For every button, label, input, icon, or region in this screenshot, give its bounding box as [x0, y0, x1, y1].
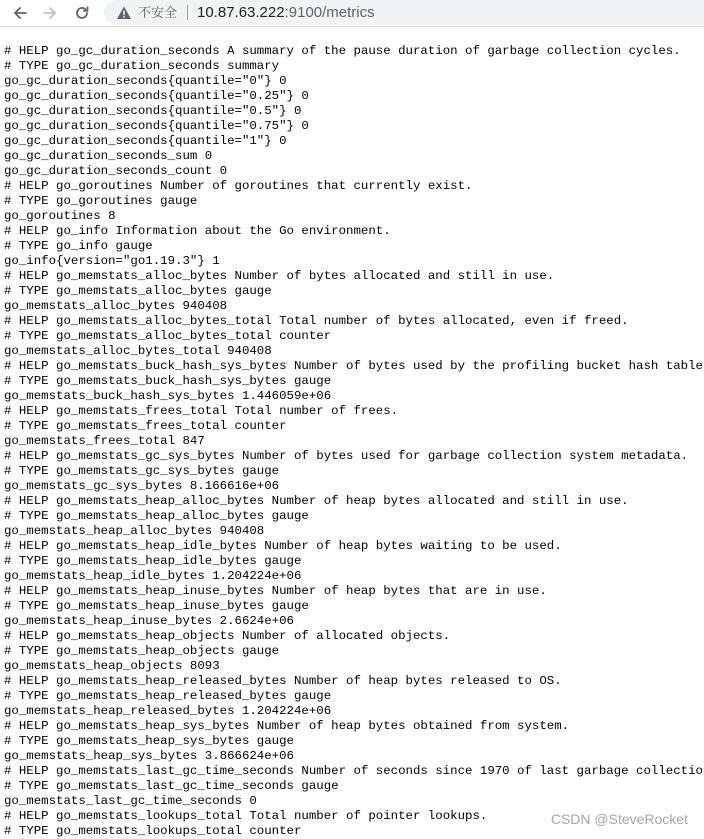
metric-line: go_gc_duration_seconds{quantile="0.75"} 0 — [4, 119, 704, 134]
reload-icon — [74, 5, 90, 21]
metric-line: # TYPE go_memstats_frees_total counter — [4, 419, 704, 434]
browser-toolbar — [0, 0, 704, 26]
metric-line: # HELP go_memstats_alloc_bytes Number of bytes allocated and still in use. — [4, 269, 704, 284]
metric-line: # HELP go_memstats_heap_sys_bytes Number of heap bytes obtained from system. — [4, 719, 704, 734]
forward-button[interactable] — [41, 4, 59, 22]
metric-line: # HELP go_gc_duration_seconds A summary of the pause duration of garbage collection cycles. — [4, 44, 704, 59]
watermark: CSDN @SteveRocket — [549, 811, 690, 827]
metric-line: # HELP go_memstats_frees_total Total number of frees. — [4, 404, 704, 419]
metric-line: go_gc_duration_seconds_sum 0 — [4, 149, 704, 164]
metric-line: # HELP go_memstats_alloc_bytes_total Total number of bytes allocated, even if freed. — [4, 314, 704, 329]
metric-line: # TYPE go_memstats_gc_sys_bytes gauge — [4, 464, 704, 479]
metric-line: go_gc_duration_seconds{quantile="1"} 0 — [4, 134, 704, 149]
metric-line: go_gc_duration_seconds_count 0 — [4, 164, 704, 179]
metric-line: # HELP go_memstats_heap_idle_bytes Number of heap bytes waiting to be used. — [4, 539, 704, 554]
url-path: :9100/metrics — [285, 4, 375, 21]
toolbar-divider — [0, 26, 704, 27]
metric-line: # TYPE go_memstats_heap_inuse_bytes gauge — [4, 599, 704, 614]
metric-line: # HELP go_goroutines Number of goroutines that currently exist. — [4, 179, 704, 194]
metric-line: go_gc_duration_seconds{quantile="0.5"} 0 — [4, 104, 704, 119]
metric-line: # TYPE go_memstats_heap_idle_bytes gauge — [4, 554, 704, 569]
metric-line: # HELP go_memstats_gc_sys_bytes Number of bytes used for garbage collection system metadata. — [4, 449, 704, 464]
address-bar[interactable] — [104, 0, 704, 25]
metric-line: # HELP go_memstats_heap_released_bytes Number of heap bytes released to OS. — [4, 674, 704, 689]
metric-line: go_memstats_frees_total 847 — [4, 434, 704, 449]
back-arrow-icon — [12, 5, 28, 21]
metric-line: # TYPE go_memstats_heap_sys_bytes gauge — [4, 734, 704, 749]
reload-button[interactable] — [73, 4, 91, 22]
metric-line: go_memstats_last_gc_time_seconds 0 — [4, 794, 704, 809]
metric-line: go_memstats_alloc_bytes_total 940408 — [4, 344, 704, 359]
metric-line: go_info{version="go1.19.3"} 1 — [4, 254, 704, 269]
metric-line: go_memstats_heap_sys_bytes 3.866624e+06 — [4, 749, 704, 764]
metric-line: # TYPE go_gc_duration_seconds summary — [4, 59, 704, 74]
forward-arrow-icon — [42, 5, 58, 21]
metric-line: go_gc_duration_seconds{quantile="0.25"} 0 — [4, 89, 704, 104]
metric-line: # HELP go_info Information about the Go environment. — [4, 224, 704, 239]
metric-line: # HELP go_memstats_lookups_total Total number of pointer lookups. — [4, 809, 704, 824]
metric-line: # TYPE go_memstats_last_gc_time_seconds gauge — [4, 779, 704, 794]
metrics-text — [4, 44, 704, 839]
metric-line: # HELP go_memstats_heap_inuse_bytes Number of heap bytes that are in use. — [4, 584, 704, 599]
metric-line: # TYPE go_memstats_alloc_bytes gauge — [4, 284, 704, 299]
url-host: 10.87.63.222 — [197, 4, 285, 21]
metric-line: go_goroutines 8 — [4, 209, 704, 224]
metric-line: go_memstats_heap_inuse_bytes 2.6624e+06 — [4, 614, 704, 629]
metric-line: # HELP go_memstats_buck_hash_sys_bytes Number of bytes used by the profiling bucket hash table. — [4, 359, 704, 374]
warning-icon[interactable] — [116, 5, 132, 21]
metric-line: go_memstats_heap_alloc_bytes 940408 — [4, 524, 704, 539]
metric-line: go_memstats_alloc_bytes 940408 — [4, 299, 704, 314]
metric-line: go_memstats_buck_hash_sys_bytes 1.446059e+06 — [4, 389, 704, 404]
metric-line: # TYPE go_info gauge — [4, 239, 704, 254]
metric-line: # TYPE go_memstats_buck_hash_sys_bytes gauge — [4, 374, 704, 389]
metric-line: # TYPE go_memstats_heap_alloc_bytes gauge — [4, 509, 704, 524]
metric-line: go_gc_duration_seconds{quantile="0"} 0 — [4, 74, 704, 89]
url-text[interactable] — [197, 4, 375, 21]
not-secure-label[interactable]: 不安全 — [138, 5, 177, 21]
metric-line: # TYPE go_memstats_lookups_total counter — [4, 824, 704, 839]
metric-line: go_memstats_gc_sys_bytes 8.166616e+06 — [4, 479, 704, 494]
metric-line: go_memstats_heap_idle_bytes 1.204224e+06 — [4, 569, 704, 584]
metric-line: go_memstats_heap_objects 8093 — [4, 659, 704, 674]
metric-line: # TYPE go_goroutines gauge — [4, 194, 704, 209]
metric-line: go_memstats_heap_released_bytes 1.204224e+06 — [4, 704, 704, 719]
metric-line: # TYPE go_memstats_alloc_bytes_total counter — [4, 329, 704, 344]
metric-line: # HELP go_memstats_heap_objects Number of allocated objects. — [4, 629, 704, 644]
metric-line: # TYPE go_memstats_heap_released_bytes gauge — [4, 689, 704, 704]
back-button[interactable] — [11, 4, 29, 22]
omnibox-divider — [187, 5, 188, 20]
metric-line: # HELP go_memstats_heap_alloc_bytes Number of heap bytes allocated and still in use. — [4, 494, 704, 509]
metric-line: # TYPE go_memstats_heap_objects gauge — [4, 644, 704, 659]
metric-line: # HELP go_memstats_last_gc_time_seconds Number of seconds since 1970 of last garbage collection. — [4, 764, 704, 779]
